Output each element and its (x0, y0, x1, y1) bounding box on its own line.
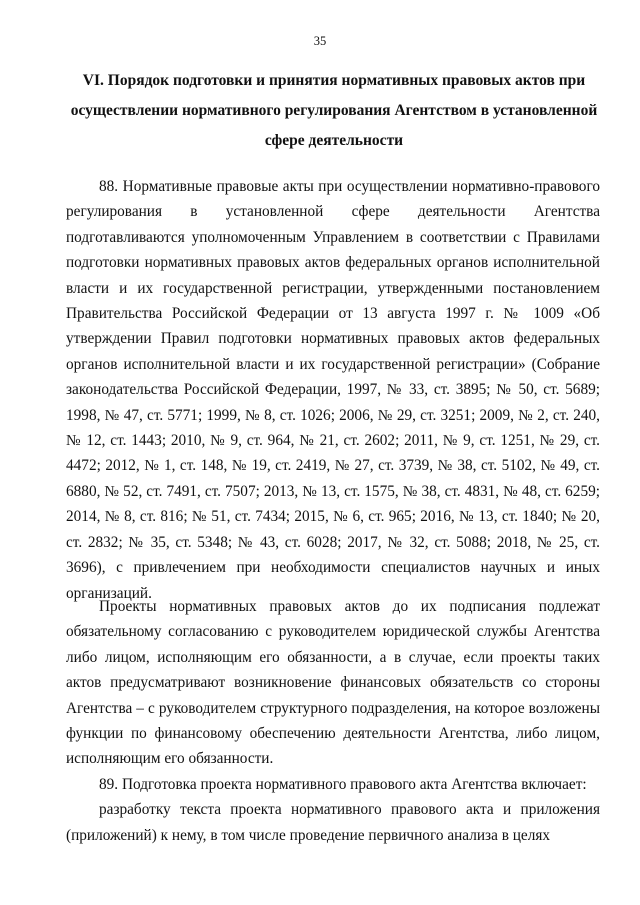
paragraph-89-block (66, 772, 600, 848)
paragraph-88-projects: Проекты нормативных правовых актов до их подписания подлежат обязательному согласованию с руководителем юридической службы Агентства либо лицом, исполняющим его обязанности, а в случае, если проекты таких актов предусматривают возникновение финансовых обязательств со стороны Агентства – с руководителем структурного подразделения, на которое возложены функции по финансовому обеспечению деятельности Агентства, либо лицом, исполняющим его обязанности. (66, 598, 600, 768)
paragraph-88-block (66, 174, 600, 606)
section-heading-line-2: осуществлении нормативного регулирования Агентством в установленной (70, 102, 598, 119)
section-heading-line-3: сфере деятельности (264, 132, 404, 149)
paragraph-89-item: разработку текста проекта нормативного правового акта и приложения (приложений) к нему, в том числе проведение первичного анализа в целях (66, 801, 600, 844)
section-heading (64, 66, 604, 156)
section-heading-line-1: VI. Порядок подготовки и принятия нормативных правовых актов при (82, 72, 586, 89)
paragraph-88-projects-block (66, 594, 600, 772)
paragraph-88: 88. Нормативные правовые акты при осуществлении нормативно-правового регулирования в установленной сфере деятельности Агентства подготавливаются уполномоченным Управлением в соответствии с Правилами подготовки нормативных правовых актов федеральных органов исполнительной власти и их государственной регистрации, утвержденными постановлением Правительства Российской Федерации от 13 августа 1997 г. № 1009 «Об утверждении Правил подготовки нормативных правовых актов федеральных органов исполнительной власти и их государственной регистрации» (Собрание законодательства Российской Федерации, 1997, № 33, ст. 3895; № 50, ст. 5689; 1998, № 47, ст. 5771; 1999, № 8, ст. 1026; 2006, № 29, ст. 3251; 2009, № 2, ст. 240, № 12, ст. 1443; 2010, № 9, ст. 964, № 21, ст. 2602; 2011, № 9, ст. 1251, № 29, ст. 4472; 2012, № 1, ст. 148, № 19, ст. 2419, № 27, ст. 3739, № 38, ст. 5102, № 49, ст. 6880, № 52, ст. 7491, ст. 7507; 2013, № 13, ст. 1575, № 38, ст. 4831, № 48, ст. 6259; 2014, № 8, ст. 816; № 51, ст. 7434; 2015, № 6, ст. 965; 2016, № 13, ст. 1840; № 20, ст. 2832; № 35, ст. 5348; № 43, ст. 6028; 2017, № 32, ст. 5088; 2018, № 25, ст. 3696), с привлечением при необходимости специалистов научных и иных организаций. (66, 178, 600, 602)
page-number: 35 (313, 34, 327, 48)
paragraph-89: 89. Подготовка проекта нормативного правового акта Агентства включает: (99, 776, 587, 793)
